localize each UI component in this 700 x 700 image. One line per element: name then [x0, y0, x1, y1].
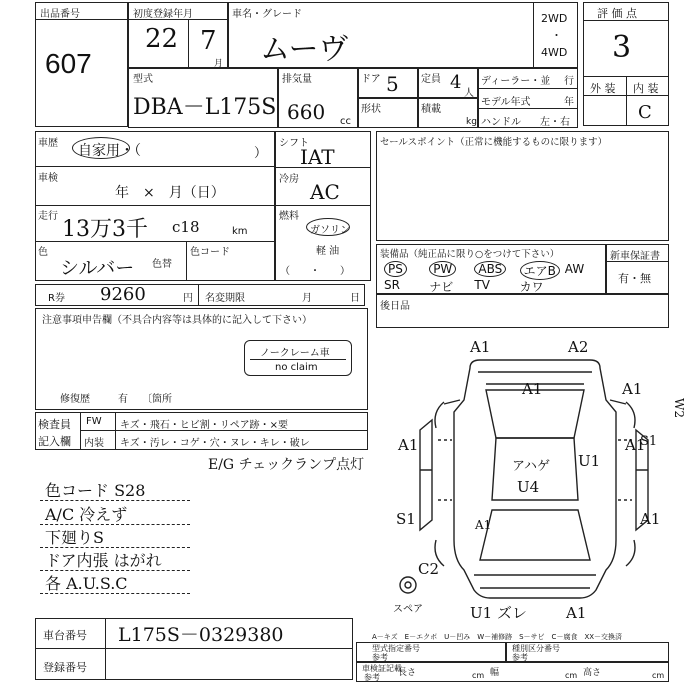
damage-mark-s1-right: S1 — [640, 434, 658, 449]
fuel-value: ガソリン — [310, 225, 350, 236]
shift-label: シフト — [279, 138, 309, 149]
fuel-diesel: 軽 油 — [316, 246, 340, 257]
remark-line-2: A/C 冷えず — [45, 505, 128, 524]
first-reg-year: 22 — [145, 24, 179, 54]
roof-note-1: アハゲ — [512, 459, 550, 474]
dealer-suffix: 行 — [564, 76, 574, 87]
legend-codes: A－キズ E－エクボ U－凹み W－補修跡 S－サビ C－腐食 XX－交換済 — [372, 633, 623, 641]
repair-has: 有 — [118, 394, 128, 405]
chassis-divider — [35, 648, 353, 649]
length-unit: cm — [472, 671, 485, 680]
seats-label: 定員 — [421, 74, 441, 85]
deadline-day: 日 — [350, 293, 360, 304]
car-left-side — [420, 420, 432, 530]
fuel-other: （ ・ ） — [280, 266, 350, 277]
color-label: 色 — [38, 247, 48, 258]
car-wheel-fl — [435, 402, 444, 428]
entry-label: 記入欄 — [38, 435, 71, 448]
height-unit: cm — [652, 671, 665, 680]
model-year-suffix: 年 — [564, 97, 574, 108]
handle-label: ハンドル — [481, 117, 521, 128]
r-value: 9260 — [100, 284, 146, 305]
fw-label: FW — [86, 416, 102, 427]
length-label: 長さ — [398, 668, 417, 678]
damage-mark-a1-hood: A1 — [522, 380, 543, 398]
type-value: DBA－L175S — [133, 95, 277, 120]
mileage-value: 13万3千 — [62, 217, 148, 242]
dealer-label: ディーラー・並 — [481, 76, 551, 87]
damage-mark-u1-right: U1 — [578, 452, 601, 470]
color-code-label: 色コード — [190, 247, 230, 258]
category-label: 種別区分番号 — [512, 644, 560, 653]
damage-mark-a1-right: A1 — [625, 436, 646, 454]
displacement-unit: cc — [340, 116, 351, 127]
mileage-extra: c18 — [172, 218, 200, 236]
model-name: ムーヴ — [260, 32, 349, 67]
int-items: キズ・汚レ・コゲ・穴・ヌレ・キレ・破レ — [120, 438, 310, 449]
fw-items: キズ・飛石・ヒビ割・リペア跡・×要 — [120, 420, 288, 431]
damage-mark-a2-front: A2 — [568, 338, 589, 356]
height-label: 高さ — [583, 668, 602, 678]
remark-line-4: ドア内張 はがれ — [45, 551, 162, 570]
category-ref: 参考 — [512, 653, 528, 662]
inspection-label: 車検 — [38, 173, 58, 184]
color-value: シルバー — [60, 257, 135, 279]
ac-value: AC — [310, 180, 340, 204]
aftermarket-label: 後日品 — [380, 301, 410, 312]
damage-mark-a1-rr: A1 — [640, 510, 661, 528]
noclaim-en: no claim — [275, 362, 318, 373]
mileage-label: 走行 — [38, 211, 58, 222]
displacement-label: 排気量 — [282, 74, 312, 85]
damage-mark-s1-left: S1 — [396, 510, 416, 528]
damage-mark-a1-left: A1 — [398, 436, 419, 454]
deadline-label: 名変期限 — [205, 293, 245, 304]
score-label: 評 価 点 — [597, 7, 637, 20]
equipment-item: PW — [429, 261, 456, 277]
first-reg-label: 初度登録年月 — [133, 9, 193, 20]
history-close: ） — [254, 146, 268, 161]
spare-tire — [400, 577, 416, 593]
history-label: 車歴 — [38, 138, 58, 149]
damage-mark-w2: W2 — [672, 398, 686, 418]
equipment-item: TV — [474, 278, 490, 292]
dims-label: 車検証記載 — [362, 664, 402, 673]
deadline-month: 月 — [302, 293, 312, 304]
equipment-item: ナビ — [429, 280, 454, 294]
equipment-item: ABS — [474, 261, 506, 277]
dims-ref: 参考 — [364, 673, 380, 682]
car-wheel-rr — [626, 540, 635, 566]
chassis-label: 車台番号 — [43, 629, 87, 642]
remark-line-1: 色コード S28 — [45, 481, 146, 500]
remark-line-3: 下廻りS — [45, 528, 104, 547]
first-reg-month: 7 — [200, 26, 217, 56]
equipment-item: PS — [384, 261, 407, 277]
noclaim-jp: ノークレーム車 — [260, 348, 330, 359]
handle-options: 左・右 — [540, 117, 570, 128]
equipment-item: AW — [564, 262, 585, 276]
repair-place: 〔箇所 — [142, 394, 172, 405]
spare-tire-hub — [405, 582, 411, 588]
car-mirror-right — [610, 400, 626, 404]
score-value: 3 — [612, 30, 632, 65]
doors-value: 5 — [386, 72, 399, 96]
interior-label: 内 装 — [633, 82, 659, 95]
chassis-value: L175S－0329380 — [118, 624, 284, 646]
ac-label: 冷房 — [279, 174, 299, 185]
inspection-value: 年 × 月（日） — [115, 185, 225, 201]
equipment-item: SR — [384, 278, 400, 292]
register-label: 登録番号 — [43, 661, 87, 674]
int-label: 内装 — [84, 438, 104, 449]
shift-value: IAT — [300, 145, 335, 169]
load-unit: kg — [466, 117, 477, 127]
drive-dot: ・ — [551, 29, 562, 42]
r-unit: 円 — [183, 293, 193, 304]
shape-label: 形状 — [361, 104, 381, 115]
drive-4wd: 4WD — [541, 46, 568, 59]
seats-unit: 人 — [464, 88, 474, 99]
r-label: R券 — [48, 293, 65, 304]
equipment-label: 装備品（純正品に限り○をつけて下さい） — [380, 249, 560, 260]
inspector-label: 検査員 — [38, 418, 71, 431]
type-label: 型式 — [133, 74, 153, 85]
lot-number: 607 — [45, 48, 92, 79]
designation-label: 型式指定番号 — [372, 644, 420, 653]
sales-points-label: セールスポイント（正常に機能するものに限ります） — [380, 137, 608, 148]
damage-mark-a1-front: A1 — [470, 338, 491, 356]
car-rear-window — [480, 510, 590, 560]
width-label: 幅 — [490, 668, 500, 678]
damage-mark-a1-fr: A1 — [622, 380, 643, 398]
warranty-options: 有・無 — [618, 272, 651, 285]
color-change-label: 色替 — [152, 259, 172, 270]
warranty-label: 新車保証書 — [610, 251, 660, 262]
model-year-label: モデル年式 — [481, 97, 531, 108]
load-label: 積載 — [421, 104, 441, 115]
car-mirror-left — [444, 400, 460, 404]
remark-line-5: 各 A.U.S.C — [45, 574, 128, 593]
fuel-label: 燃料 — [279, 211, 299, 222]
damage-mark-c2: C2 — [418, 560, 440, 578]
damage-mark-a1-rl: A1 — [475, 518, 492, 532]
car-rear-bumper — [474, 575, 596, 588]
width-unit: cm — [565, 671, 578, 680]
month-suffix: 月 — [214, 59, 224, 69]
damage-mark-u1-rear: U1 ズレ — [470, 604, 527, 622]
engine-note: E/G チェックランプ点灯 — [208, 457, 365, 473]
displacement-value: 660 — [287, 100, 326, 124]
roof-note-2: U4 — [517, 478, 540, 496]
drive-2wd: 2WD — [541, 12, 568, 25]
exterior-label: 外 装 — [590, 82, 616, 95]
chassis-split — [105, 618, 106, 680]
damage-mark-a1-rear: A1 — [566, 604, 587, 622]
mileage-unit: km — [232, 226, 248, 237]
equipment-item: エアB — [520, 261, 560, 280]
report-label: 注意事項申告欄（不具合内容等は具体的に記入して下さい） — [42, 315, 312, 326]
spare-label: スペア — [393, 604, 423, 615]
car-wheel-fr — [626, 402, 635, 428]
model-label: 車名・グレード — [232, 9, 302, 20]
equipment-item: カワ — [519, 280, 544, 294]
repair-label: 修復歴 — [60, 394, 90, 405]
designation-ref: 参考 — [372, 653, 388, 662]
history-value: 自家用・（ — [78, 143, 141, 159]
interior-grade: C — [638, 102, 652, 123]
lot-label: 出品番号 — [40, 9, 80, 20]
seats-value: 4 — [450, 72, 462, 93]
doors-label: ドア — [361, 74, 381, 85]
